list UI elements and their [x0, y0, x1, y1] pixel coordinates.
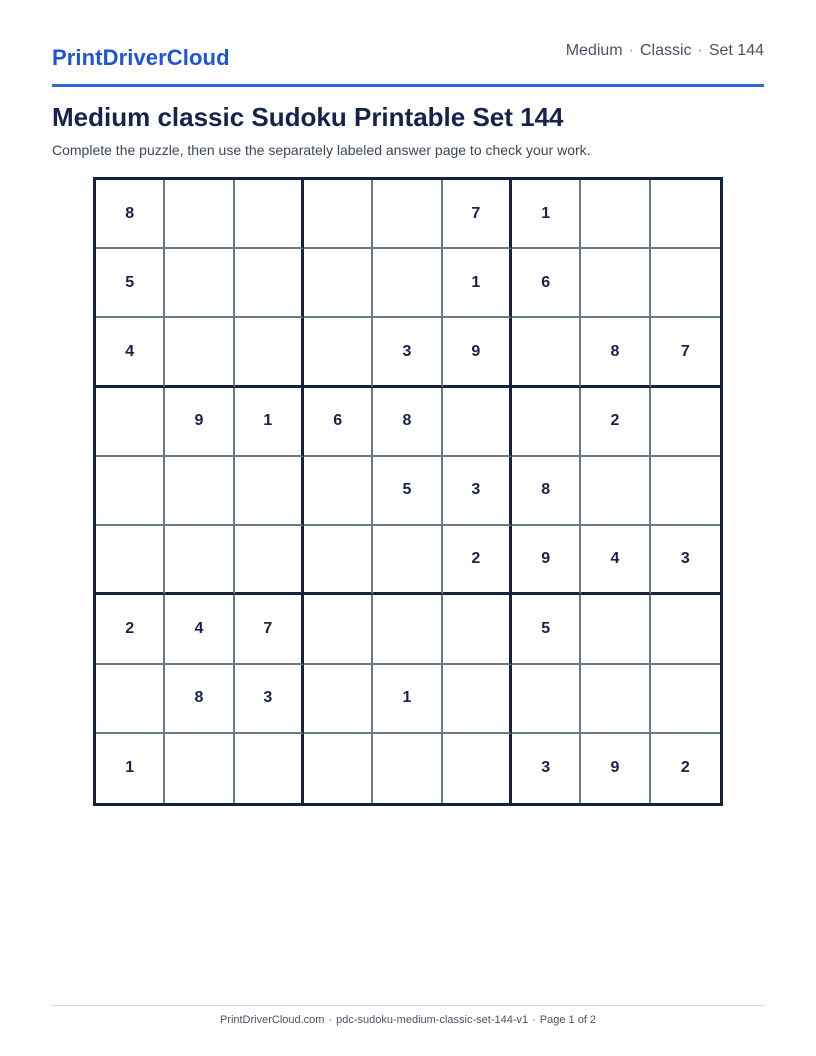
sudoku-cell: 4 — [165, 595, 234, 664]
sudoku-cell: 3 — [235, 665, 304, 734]
sudoku-cell: 2 — [581, 388, 650, 457]
sudoku-cell — [373, 249, 442, 318]
sudoku-cell — [512, 388, 581, 457]
sudoku-cell: 8 — [512, 457, 581, 526]
sudoku-cell — [235, 180, 304, 249]
sudoku-cell — [651, 388, 720, 457]
sudoku-cell — [304, 318, 373, 387]
meta-separator: · — [697, 42, 703, 59]
sudoku-cell — [651, 249, 720, 318]
sudoku-cell — [373, 595, 442, 664]
sudoku-cell: 9 — [581, 734, 650, 803]
sudoku-cell: 7 — [235, 595, 304, 664]
sudoku-cell: 7 — [651, 318, 720, 387]
sudoku-cell: 3 — [443, 457, 512, 526]
sudoku-cell — [235, 526, 304, 595]
sudoku-cell: 1 — [235, 388, 304, 457]
sudoku-cell: 8 — [165, 665, 234, 734]
meta-set: Set 144 — [708, 42, 764, 59]
sudoku-cell: 6 — [512, 249, 581, 318]
sudoku-cell — [165, 734, 234, 803]
sudoku-cell — [235, 457, 304, 526]
meta-variant: Classic — [639, 42, 692, 59]
sudoku-cell — [443, 388, 512, 457]
sudoku-cell — [304, 526, 373, 595]
page-header — [52, 40, 764, 87]
sudoku-cell: 1 — [512, 180, 581, 249]
sudoku-cell: 4 — [96, 318, 165, 387]
sudoku-cell: 9 — [443, 318, 512, 387]
sudoku-cell — [96, 388, 165, 457]
sudoku-cell: 7 — [443, 180, 512, 249]
sudoku-cell — [304, 457, 373, 526]
puzzle-meta — [566, 42, 764, 60]
sudoku-cell: 3 — [512, 734, 581, 803]
sudoku-cell: 8 — [581, 318, 650, 387]
sudoku-cell — [304, 734, 373, 803]
footer-page-number: Page 1 of 2 — [539, 1014, 597, 1026]
sudoku-grid — [93, 177, 723, 806]
sudoku-cell: 3 — [651, 526, 720, 595]
sudoku-cell: 8 — [373, 388, 442, 457]
sudoku-cell — [235, 734, 304, 803]
sudoku-cell: 5 — [96, 249, 165, 318]
meta-difficulty: Medium — [565, 42, 623, 59]
sudoku-cell: 1 — [443, 249, 512, 318]
sudoku-cell: 1 — [96, 734, 165, 803]
sudoku-cell: 2 — [96, 595, 165, 664]
sudoku-cell — [373, 734, 442, 803]
sudoku-cell — [443, 665, 512, 734]
sudoku-cell — [96, 526, 165, 595]
sudoku-cell: 6 — [304, 388, 373, 457]
sudoku-cell — [581, 249, 650, 318]
sudoku-cell: 5 — [512, 595, 581, 664]
sudoku-cell — [581, 457, 650, 526]
sudoku-cell: 5 — [373, 457, 442, 526]
footer-doc-id: pdc-sudoku-medium-classic-set-144-v1 — [336, 1014, 529, 1026]
sudoku-cell — [373, 180, 442, 249]
sudoku-cell — [96, 457, 165, 526]
sudoku-cell — [512, 318, 581, 387]
sudoku-cell — [512, 665, 581, 734]
sudoku-cell — [235, 249, 304, 318]
sudoku-cell — [235, 318, 304, 387]
page-subtitle: Complete the puzzle, then use the separately labeled answer page to check your work. — [52, 142, 591, 158]
sudoku-cell — [443, 595, 512, 664]
sudoku-cell — [165, 318, 234, 387]
sudoku-cell — [96, 665, 165, 734]
footer-separator: · — [532, 1014, 536, 1026]
sudoku-cell — [651, 457, 720, 526]
footer-divider — [52, 1005, 764, 1006]
sudoku-cell — [304, 180, 373, 249]
sudoku-cell — [651, 180, 720, 249]
footer-separator: · — [328, 1014, 333, 1026]
sudoku-cell — [581, 595, 650, 664]
sudoku-cell — [373, 526, 442, 595]
sudoku-cell — [165, 249, 234, 318]
sudoku-cell — [304, 595, 373, 664]
sudoku-cell: 1 — [373, 665, 442, 734]
sudoku-cell — [581, 180, 650, 249]
sudoku-cell: 4 — [581, 526, 650, 595]
sudoku-cell: 9 — [512, 526, 581, 595]
sudoku-cell — [165, 457, 234, 526]
sudoku-cell — [651, 595, 720, 664]
meta-separator: · — [628, 42, 634, 59]
page-title: Medium classic Sudoku Printable Set 144 — [52, 102, 564, 132]
sudoku-cell — [165, 526, 234, 595]
sudoku-cell — [304, 249, 373, 318]
page-footer — [52, 1014, 764, 1026]
sudoku-cell: 2 — [680, 759, 690, 777]
brand-logo[interactable]: PrintDriverCloud — [52, 45, 230, 70]
sudoku-cell: 3 — [373, 318, 442, 387]
footer-site: PrintDriverCloud.com — [219, 1014, 325, 1026]
sudoku-cell — [581, 665, 650, 734]
sudoku-cell — [165, 180, 234, 249]
sudoku-cell: 9 — [165, 388, 234, 457]
sudoku-cell — [651, 665, 720, 734]
sudoku-cell — [443, 734, 512, 803]
sudoku-cell — [304, 665, 373, 734]
sudoku-cell: 2 — [443, 526, 512, 595]
sudoku-cell: 8 — [96, 180, 165, 249]
